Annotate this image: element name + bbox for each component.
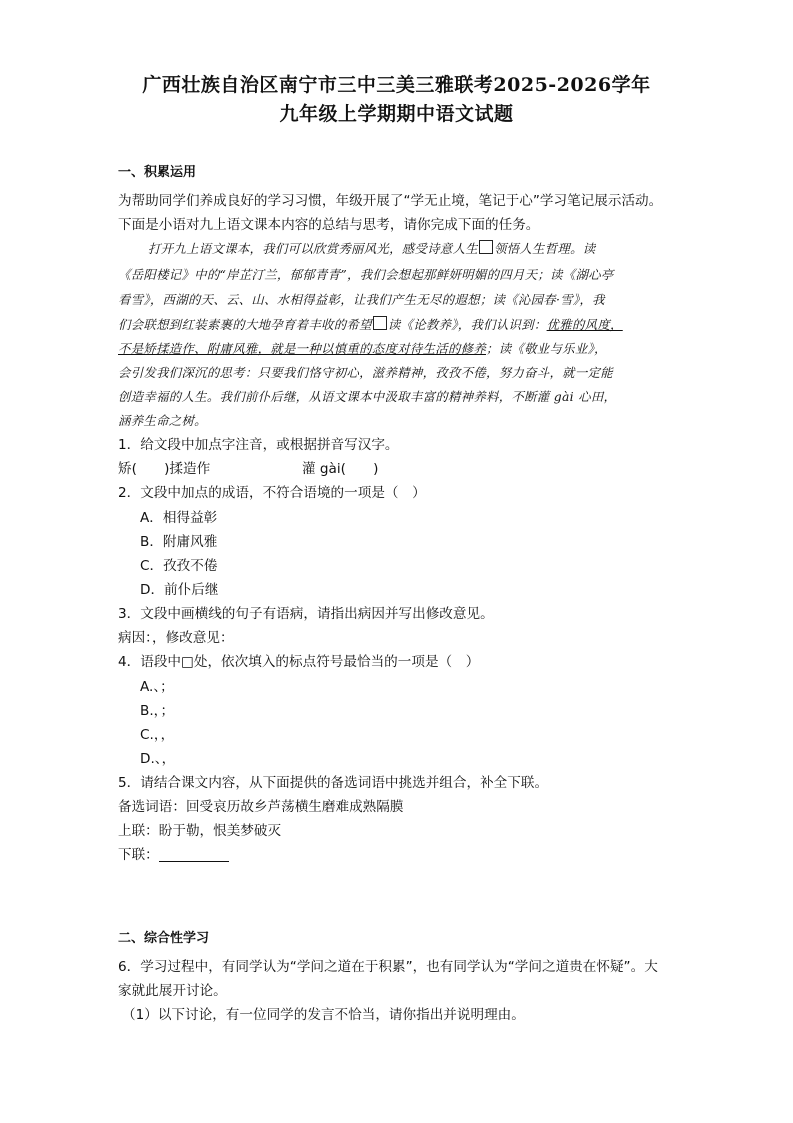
q4-option-d: D.、， — [140, 751, 176, 767]
q2-option-c: C．孜孜不倦 — [140, 558, 218, 574]
q4-text: 4．语段中□处，依次填入的标点符号最恰当的一项是（ ） — [118, 654, 480, 670]
q2-option-d: D．前仆后继 — [140, 582, 219, 598]
q1-text: 1．给文段中加点字注音，或根据拼音写汉字。 — [118, 437, 399, 453]
q4-option-b: B.，； — [140, 703, 175, 719]
passage-line3: 看雪》，西湖的天、云、山、水相得益彰，让我们产生无尽的遐想；读《沁园春·雪》，我 — [118, 292, 605, 307]
section2-heading: 二、综合性学习 — [118, 931, 210, 946]
passage-line1 — [148, 240, 596, 258]
q6-line1: 6．学习过程中，有同学认为“学问之道在于积累”，也有同学认为“学问之道贵在怀疑”。大 — [118, 959, 658, 975]
q1-answer-b: 灌 gài( ) — [302, 461, 379, 477]
passage-line4 — [118, 316, 623, 334]
passage-text: 领悟人生哲理。读 — [493, 241, 596, 256]
passage-line8: 涵养生命之树。 — [118, 413, 207, 428]
passage-line2: 《岳阳楼记》中的“岸芷汀兰，郁郁青青”，我们会想起那鲜妍明媚的四月天；读《湖心亭 — [118, 267, 614, 282]
passage-text: 打开九上语文课本，我们可以欣赏秀丽风光，感受诗意人生 — [148, 241, 478, 256]
blank-box — [479, 240, 493, 254]
q4-option-c: C.，， — [140, 727, 175, 743]
q6-line2: 家就此展开讨论。 — [118, 983, 227, 999]
q1-answer-a: 矫( )揉造作 — [118, 461, 211, 477]
q5-lower-label: 下联： — [118, 847, 159, 863]
passage-text: 读《论教养》，我们认识到： — [387, 317, 547, 332]
q2-text: 2．文段中加点的成语，不符合语境的一项是（ ） — [118, 485, 426, 501]
passage-text: ；读《敬业与乐业》， — [486, 341, 607, 356]
blank-box — [373, 316, 387, 330]
answer-blank[interactable] — [159, 847, 229, 862]
q3-answer: 病因：，修改意见： — [118, 630, 234, 646]
q2-option-a: A．相得益彰 — [140, 510, 218, 526]
passage-line7: 创造幸福的人生。我们前仆后继，从语文课本中汲取丰富的精神养料，不断灌 gài 心田， — [118, 389, 617, 404]
q4-option-a: A.、； — [140, 679, 174, 695]
q5-lower-couplet — [118, 846, 229, 864]
passage-line6: 会引发我们深沉的思考：只要我们恪守初心，滋养精神，孜孜不倦，努力奋斗，就一定能 — [118, 365, 613, 380]
q2-option-b: B．附庸风雅 — [140, 534, 218, 550]
q5-text: 5．请结合课文内容，从下面提供的备选词语中挑选并组合，补全下联。 — [118, 775, 549, 791]
section1-heading: 一、积累运用 — [118, 165, 197, 180]
underlined-sentence: 不是矫揉造作、附庸风雅，就是一种以慎重的态度对待生活的修养 — [118, 341, 487, 356]
q5-upper-couplet: 上联：盼于勒，恨美梦破灭 — [118, 823, 282, 839]
q6-sub1: （1）以下讨论，有一位同学的发言不恰当，请你指出并说明理由。 — [122, 1007, 525, 1023]
intro-line2: 下面是小语对九上语文课本内容的总结与思考，请你完成下面的任务。 — [118, 217, 540, 233]
passage-text: 们会联想到红装素裹的大地孕育着丰收的希望 — [118, 317, 372, 332]
doc-title-line2: 九年级上学期期中语文试题 — [279, 103, 514, 125]
intro-line1: 为帮助同学们养成良好的学习习惯，年级开展了“学无止境，笔记于心”学习笔记展示活动。 — [118, 193, 663, 209]
q5-candidates: 备选词语：回受哀历故乡芦荡横生磨难成熟隔膜 — [118, 799, 404, 815]
q3-text: 3．文段中画横线的句子有语病，请指出病因并写出修改意见。 — [118, 606, 494, 622]
doc-title-line1: 广西壮族自治区南宁市三中三美三雅联考2025-2026学年 — [142, 74, 651, 96]
underlined-sentence: 优雅的风度， — [546, 317, 623, 332]
passage-line5 — [118, 340, 607, 358]
